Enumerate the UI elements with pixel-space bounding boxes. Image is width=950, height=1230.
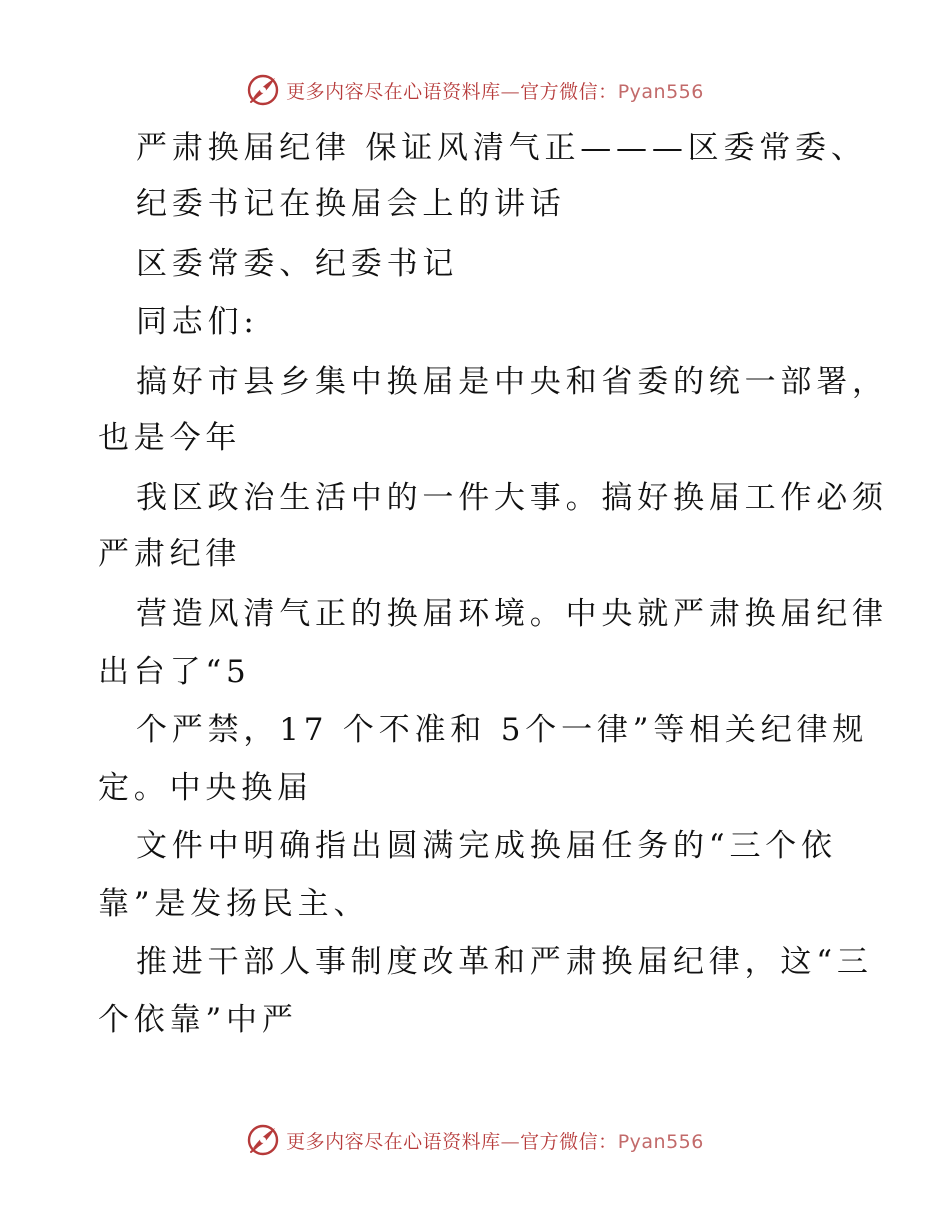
watermark-site-text: 更多内容尽在心语资料库 (286, 1130, 501, 1153)
document-title-line-1: 严肃换届纪律 保证风清气正———区委常委、 (136, 130, 867, 166)
paragraph-line: 也是今年 (98, 420, 242, 456)
paragraph-line: 定。中央换届 (98, 770, 313, 806)
watermark-wechat-id: Pyan556 (617, 80, 704, 103)
paragraph-line: 营造风清气正的换届环境。中央就严肃换届纪律 (136, 596, 888, 632)
paragraph-line: 严肃纪律 (98, 536, 242, 572)
watermark-wechat-id: Pyan556 (617, 1130, 704, 1153)
watermark-site-text: 更多内容尽在心语资料库 (286, 80, 501, 103)
paragraph-line: 搞好市县乡集中换届是中央和省委的统一部署， (136, 364, 888, 400)
quill-pen-logo-icon (246, 73, 280, 107)
header-watermark (0, 70, 950, 110)
paragraph-line: 个依靠”中严 (98, 1002, 298, 1038)
watermark-official-label: 官方微信： (520, 80, 618, 103)
document-greeting: 同志们: (136, 304, 259, 340)
document-title-line-2: 纪委书记在换届会上的讲话 (136, 186, 566, 222)
paragraph-line: 推进干部人事制度改革和严肃换届纪律，这“三 (136, 944, 873, 980)
document-author: 区委常委、纪委书记 (136, 246, 459, 282)
watermark-official-label: 官方微信： (520, 1130, 618, 1153)
watermark-separator: — (500, 80, 521, 103)
watermark-separator: — (500, 1130, 521, 1153)
paragraph-line: 出台了“5 (98, 654, 251, 690)
paragraph-line: 我区政治生活中的一件大事。搞好换届工作必须 (136, 480, 888, 516)
watermark-text (286, 1127, 704, 1154)
footer-watermark (0, 1120, 950, 1160)
paragraph-line: 文件中明确指出圆满完成换届任务的“三个依 (136, 828, 837, 864)
paragraph-line: 靠”是发扬民主、 (98, 886, 370, 922)
watermark-text (286, 77, 704, 104)
quill-pen-logo-icon (246, 1123, 280, 1157)
paragraph-line: 个严禁，17 个不准和 5个一律”等相关纪律规 (136, 712, 869, 748)
